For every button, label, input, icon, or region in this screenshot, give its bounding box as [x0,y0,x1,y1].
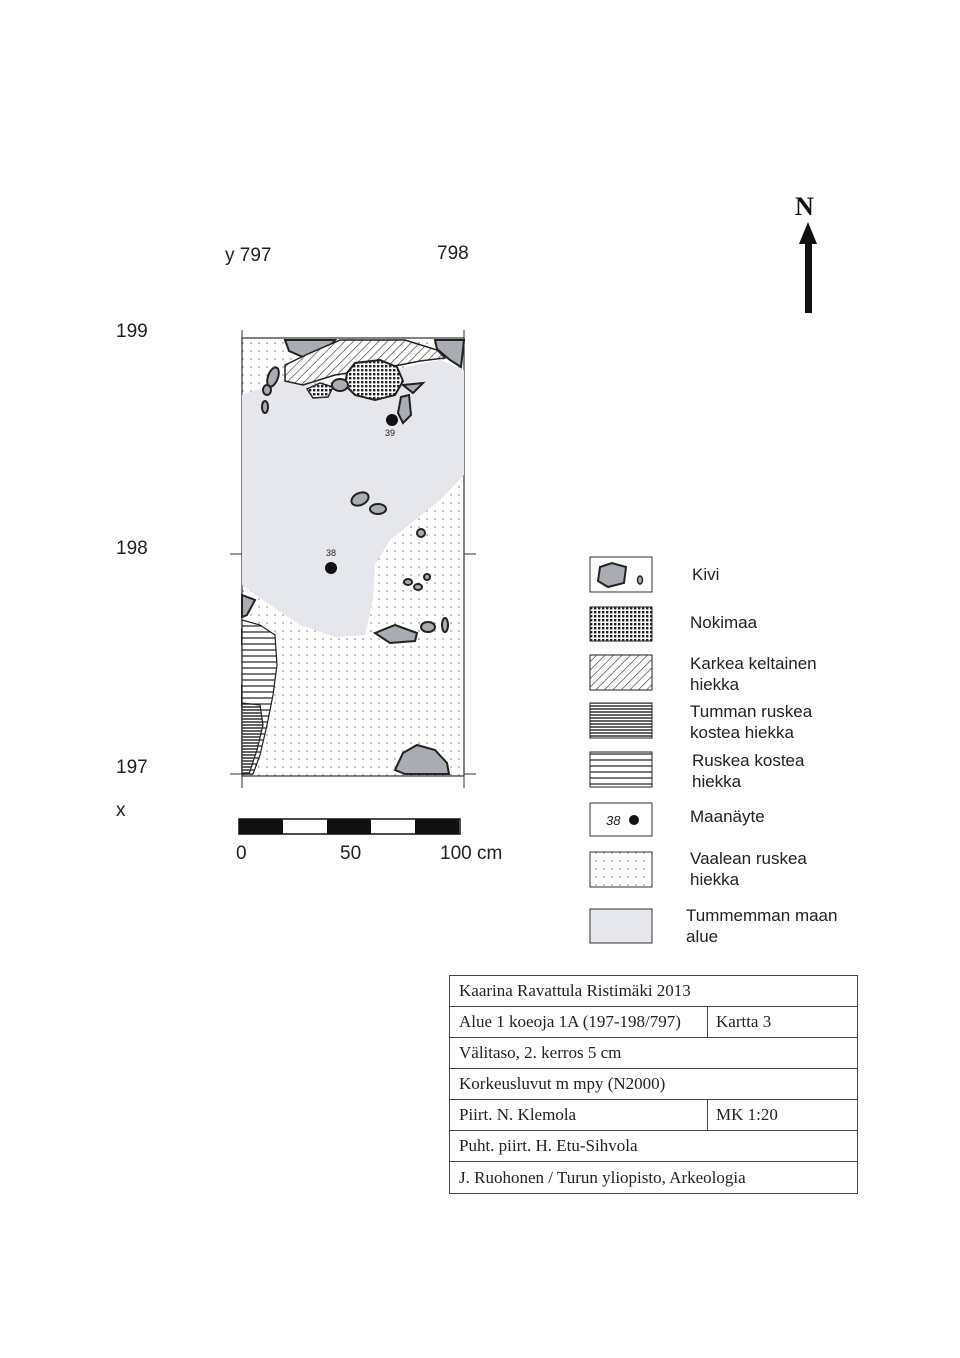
legend-label-soot: Nokimaa [690,613,758,632]
stone [442,618,448,632]
y-coord-798: 798 [437,243,469,264]
legend-swatch-coarse-sand [590,655,652,690]
stone [404,579,412,585]
legend-label-brown-sand: Ruskea kostea hiekka [692,751,805,791]
legend-swatch-stone [590,557,652,592]
x-coord-198: 198 [116,538,148,559]
legend-swatch-brown-sand [590,752,652,787]
legend-swatch-light-brown-sand [590,852,652,887]
title-block-row [450,1131,857,1162]
drawn-by: Piirt. N. Klemola [459,1105,577,1124]
stone [424,574,430,580]
scale-label-50: 50 [340,843,362,864]
soil-sample-marker [325,562,337,574]
legend-swatch-dark-soil [590,909,652,943]
stone [421,622,435,632]
excavation-plan [225,325,485,790]
map-number: Kartta 3 [707,1007,771,1037]
legend-swatches [586,555,658,947]
clean-drawn-by: Puht. piirt. H. Etu-Sihvola [459,1136,638,1155]
legend-label-dark-soil: Tummemman maan alue [686,906,838,946]
legend-label-soil-sample: Maanäyte [690,807,765,826]
legend-swatch-soot [590,607,652,641]
soot-soil-area [345,360,403,400]
y-coord-797: y 797 [225,245,272,266]
x-coord-199: 199 [116,321,148,342]
scale-label-0: 0 [236,843,247,864]
legend-label-light-brown-sand: Vaalean ruskea hiekka [690,849,807,889]
title-block-row [450,1100,857,1131]
title-block-row [450,1069,857,1100]
site-title: Kaarina Ravattula Ristimäki 2013 [459,981,691,1000]
stone [417,529,425,537]
title-block-row [450,1007,857,1038]
elevation-note: Korkeusluvut m mpy (N2000) [459,1074,666,1093]
legend-label-coarse-sand: Karkea keltainen hiekka [690,654,817,694]
x-coord-197: 197 [116,757,148,778]
north-arrow-icon [795,222,825,317]
level-note: Välitaso, 2. kerros 5 cm [459,1043,622,1062]
soil-sample-marker [386,414,398,426]
map-scale: MK 1:20 [707,1100,778,1130]
title-block [449,975,858,1194]
title-block-row [450,1038,857,1069]
legend-swatch-dark-brown-sand [590,703,652,738]
stone [414,584,422,590]
sample-label: 38 [326,548,337,558]
area-trench: Alue 1 koeoja 1A (197-198/797) [459,1012,681,1031]
north-label: N [795,192,814,221]
legend-label-stone: Kivi [692,565,720,584]
svg-text:38: 38 [606,813,621,828]
title-block-row [450,1162,857,1193]
stone [262,401,268,413]
scale-label-100: 100 cm [440,843,503,864]
legend-label-dark-brown-sand: Tumman ruskea kostea hiekka [690,702,813,742]
title-block-row [450,976,857,1007]
x-axis-label: x [116,800,126,821]
legend-swatch-soil-sample [590,803,652,836]
stone [370,504,386,514]
stone [332,379,348,391]
scale-bar [238,818,462,836]
stone [263,385,271,395]
institution: J. Ruohonen / Turun yliopisto, Arkeologia [459,1167,746,1187]
sample-label: 39 [385,428,396,438]
